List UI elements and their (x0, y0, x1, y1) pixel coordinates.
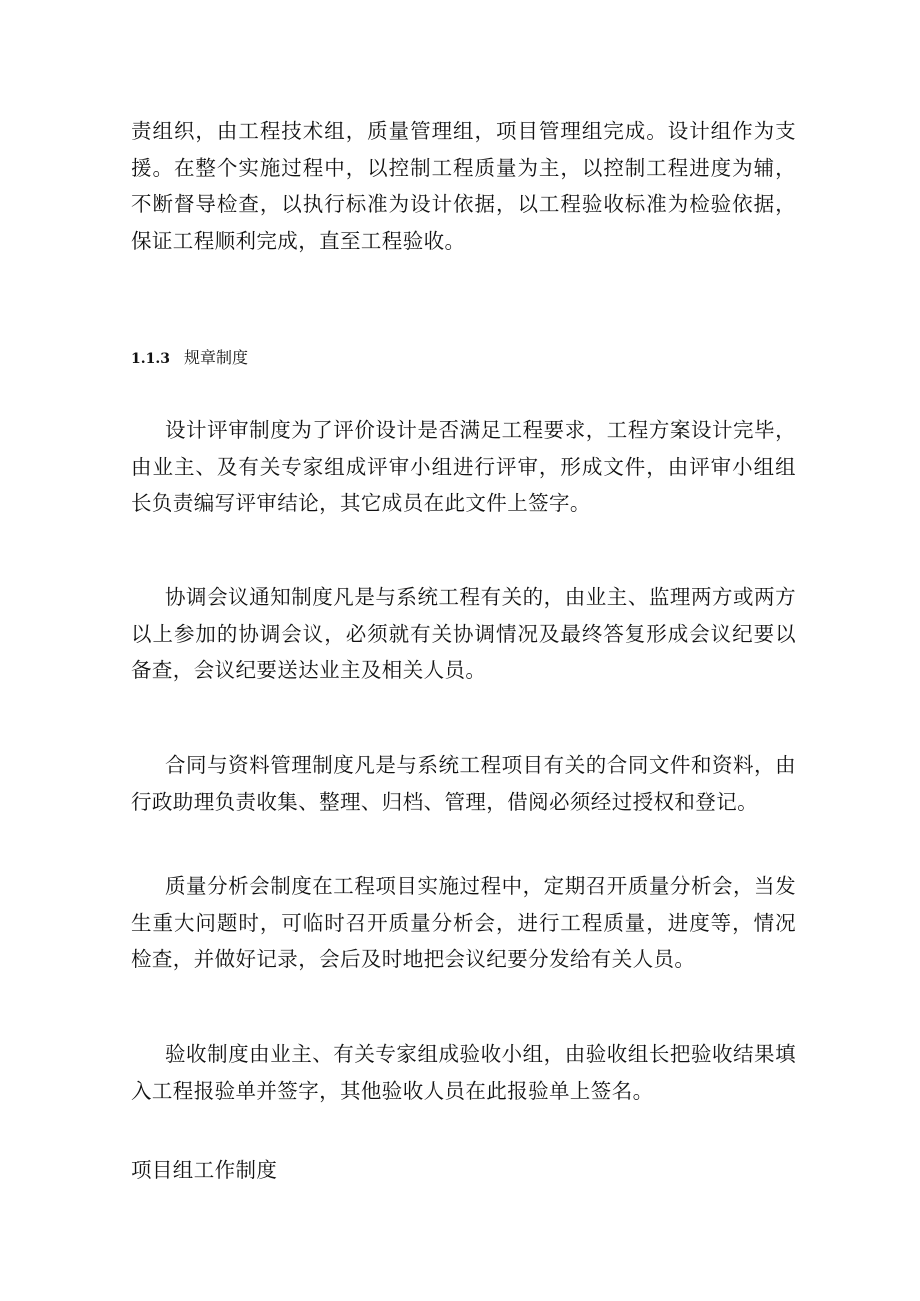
section-heading (131, 346, 248, 371)
paragraph-coordination-meeting: 协调会议通知制度凡是与系统工程有关的，由业主、监理两方或两方以上参加的协调会议，必须就有关协调情况及最终答复形成会议纪要以备查，会议纪要送达业主及相关人员。 (131, 585, 796, 682)
paragraph-contract-management: 合同与资料管理制度凡是与系统工程项目有关的合同文件和资料，由行政助理负责收集、整理、归档、管理，借阅必须经过授权和登记。 (131, 753, 796, 814)
section-title: 规章制度 (183, 348, 248, 367)
section-number: 1.1.3 (131, 351, 170, 367)
paragraph-design-review: 设计评审制度为了评价设计是否满足工程要求，工程方案设计完毕，由业主、及有关专家组成评审小组进行评审，形成文件，由评审小组组长负责编写评审结论，其它成员在此文件上签字。 (131, 418, 796, 515)
paragraph-acceptance: 验收制度由业主、有关专家组成验收小组，由验收组长把验收结果填入工程报验单并签字，其他验收人员在此报验单上签名。 (131, 1042, 796, 1103)
paragraph-quality-analysis: 质量分析会制度在工程项目实施过程中，定期召开质量分析会，当发生重大问题时，可临时召开质量分析会，进行工程质量，进度等，情况检查，并做好记录，会后及时地把会议纪要分发给有关人员。 (131, 874, 796, 971)
continuation-paragraph: 责组织，由工程技术组，质量管理组，项目管理组完成。设计组作为支援。在整个实施过程中，以控制工程质量为主，以控制工程进度为辅，不断督导检查，以执行标准为设计依据，以工程验收标准为检验依据，保证工程顺利完成，直至工程验收。 (131, 119, 796, 253)
subheading-project-team: 项目组工作制度 (131, 1158, 278, 1182)
